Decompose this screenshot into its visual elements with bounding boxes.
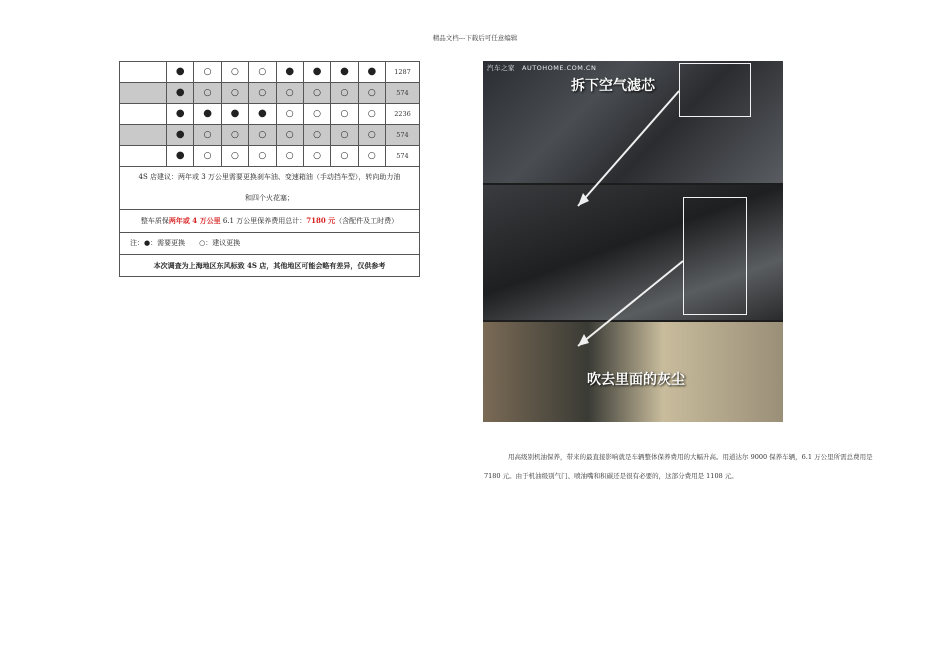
suggest-mark: ○: [331, 125, 358, 146]
advice-cell: [120, 167, 420, 210]
survey-note: 本次调查为上海地区东风标致 4S 店，其他地区可能会略有差异，仅供参考: [120, 255, 420, 277]
suggest-mark: ○: [358, 104, 385, 125]
pointer-arrows: [483, 61, 783, 422]
row-label-cell: [120, 104, 167, 125]
replace-mark: ●: [167, 125, 194, 146]
table-row: [120, 83, 420, 104]
engine-photo: [483, 61, 783, 422]
legend-cell: 注：●：需要更换 ○：建议更换: [120, 233, 420, 255]
price-cell: 574: [386, 83, 420, 104]
replace-mark: ●: [276, 62, 303, 83]
suggest-mark: ○: [249, 125, 276, 146]
suggest-mark: ○: [358, 83, 385, 104]
table-row: [120, 104, 420, 125]
suggest-mark: ○: [221, 125, 248, 146]
advice-line-1: 4S 店建议：两年或 3 万公里需要更换刹车油、变速箱油（手动挡车型），转向助力油: [138, 173, 401, 181]
replace-mark: ●: [331, 62, 358, 83]
maintenance-table: [119, 61, 420, 277]
suggest-mark: ○: [276, 125, 303, 146]
table-row: [120, 62, 420, 83]
price-cell: 1287: [386, 62, 420, 83]
suggest-mark: ○: [303, 104, 330, 125]
replace-mark: ●: [167, 104, 194, 125]
suggest-mark: ○: [331, 83, 358, 104]
cost-mid: 6.1 万公里保养费用总计：: [220, 217, 307, 225]
photo-label-bottom: 吹去里面的灰尘: [587, 372, 685, 388]
replace-mark: ●: [194, 104, 221, 125]
suggest-mark: ○: [249, 62, 276, 83]
replace-mark: ●: [249, 104, 276, 125]
price-cell: 2236: [386, 104, 420, 125]
price-cell: 574: [386, 125, 420, 146]
suggest-mark: ○: [194, 83, 221, 104]
suggest-mark: ○: [303, 83, 330, 104]
cost-suffix: （含配件及工时费）: [335, 217, 399, 225]
photo-watermark: 汽车之家 AUTOHOME.COM.CN: [487, 64, 597, 72]
suggest-mark: ○: [194, 125, 221, 146]
suggest-mark: ○: [221, 62, 248, 83]
suggest-mark: ○: [221, 146, 248, 167]
replace-mark: ●: [167, 83, 194, 104]
suggest-mark: ○: [331, 104, 358, 125]
replace-mark: ●: [167, 146, 194, 167]
price-cell: 574: [386, 146, 420, 167]
replace-mark: ●: [303, 62, 330, 83]
suggest-mark: ○: [249, 146, 276, 167]
cost-row: [120, 210, 420, 233]
suggest-mark: ○: [276, 104, 303, 125]
suggest-mark: ○: [303, 146, 330, 167]
row-label-cell: [120, 62, 167, 83]
suggest-mark: ○: [221, 83, 248, 104]
cost-cell: [120, 210, 420, 233]
warranty-highlight: 两年或 4 万公里: [168, 216, 221, 225]
suggest-mark: ○: [276, 83, 303, 104]
replace-mark: ●: [167, 62, 194, 83]
advice-line-2: 和四个火花塞；: [245, 194, 294, 202]
suggest-mark: ○: [194, 146, 221, 167]
replace-mark: ●: [358, 62, 385, 83]
suggest-mark: ○: [303, 125, 330, 146]
cost-highlight: 7180 元: [306, 216, 336, 225]
suggest-mark: ○: [249, 83, 276, 104]
table-row: [120, 146, 420, 167]
table-row: [120, 125, 420, 146]
suggest-mark: ○: [194, 62, 221, 83]
advice-row: [120, 167, 420, 210]
row-label-cell: [120, 125, 167, 146]
suggest-mark: ○: [358, 146, 385, 167]
suggest-mark: ○: [331, 146, 358, 167]
row-label-cell: [120, 146, 167, 167]
replace-mark: ●: [221, 104, 248, 125]
warranty-prefix: 整车质保: [140, 217, 169, 225]
row-label-cell: [120, 83, 167, 104]
suggest-mark: ○: [276, 146, 303, 167]
survey-row: [120, 255, 420, 277]
page-header: 精品文档---下载后可任意编辑: [432, 34, 518, 42]
photo-label-top: 拆下空气滤芯: [571, 78, 655, 94]
legend-row: [120, 233, 420, 255]
body-paragraph: 用高级别机油保养，带来的最直接影响就是车辆整体保养费用的大幅升高。用道达尔 9000 保养车辆，6.1 万公里所需总费用是 7180 元。由于机油级别气门、喷油嘴和积碳还是很有必要的，这部分费用是 1108 元。: [484, 453, 873, 480]
suggest-mark: ○: [358, 125, 385, 146]
